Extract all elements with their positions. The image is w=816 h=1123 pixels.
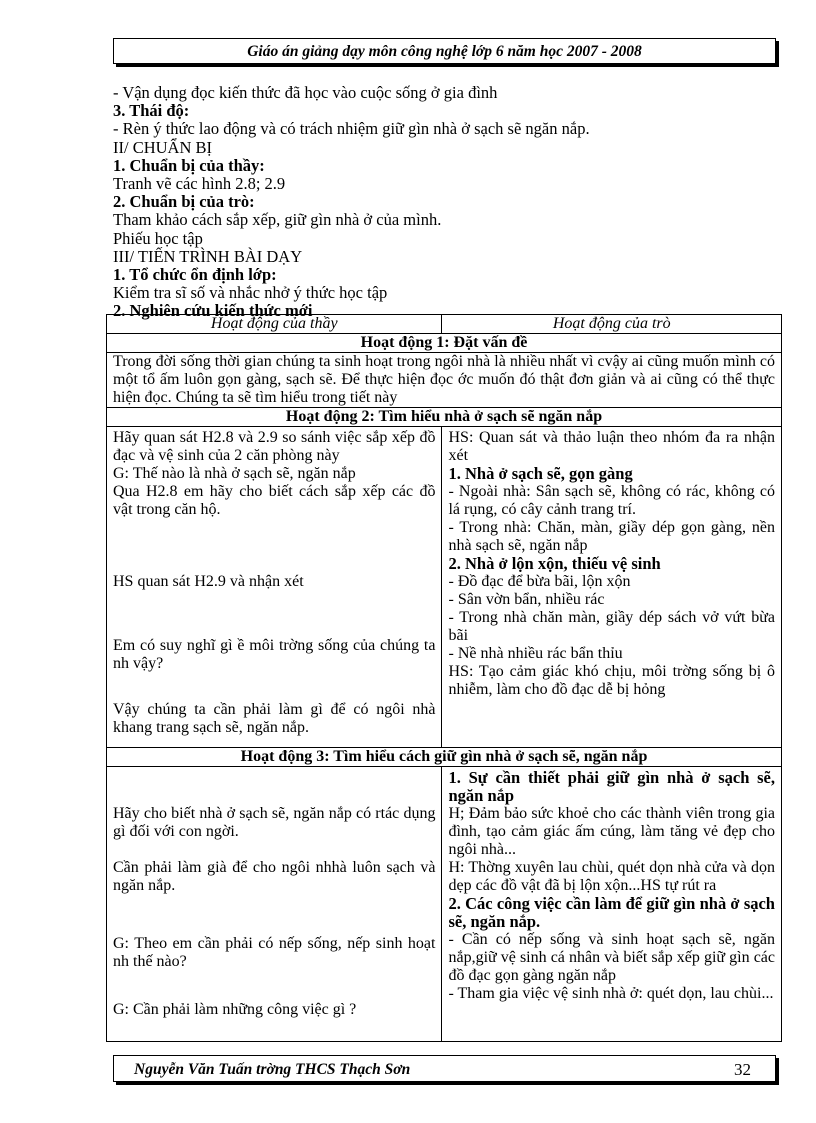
table-header-row <box>107 315 782 334</box>
teacher-text: Hãy cho biết nhà ở sạch sẽ, ngăn nắp có rtác dụng gì đối với con ngời. <box>113 805 436 840</box>
footer-author: Nguyễn Văn Tuấn trờng THCS Thạch Sơn <box>134 1061 411 1078</box>
header-title: Giáo án giảng dạy môn công nghệ lớp 6 năm học 2007 - 2008 <box>247 43 642 60</box>
intro-line: Tham khảo cách sắp xếp, giữ gìn nhà ở của mình. <box>113 210 442 230</box>
activity-3-row <box>107 767 782 1042</box>
activity-2-row <box>107 427 782 748</box>
activity-3-title-row <box>107 748 782 767</box>
intro-section <box>113 84 773 321</box>
teacher-text: G: Thế nào là nhà ở sạch sẽ, ngăn nắp <box>113 465 356 482</box>
intro-heading: 1. Chuẩn bị của thầy: <box>113 155 265 175</box>
intro-heading: 3. Thái độ: <box>113 101 190 121</box>
teacher-text: G: Theo em cần phải có nếp sống, nếp sinh hoạt nh thế nào? <box>113 935 436 970</box>
intro-heading: 2. Nghiên cứu kiến thức mới <box>113 301 313 321</box>
teacher-text: Em có suy nghĩ gì ề môi trờng sống của chúng ta nh vậy? <box>113 637 436 672</box>
col-header-student: Hoạt động của trò <box>442 315 782 334</box>
activity-3-student-cell <box>442 767 782 1042</box>
page-footer <box>113 1055 776 1082</box>
student-text: - Sân vờn bẩn, nhiều rác <box>448 591 605 608</box>
student-subheading: 2. Nhà ở lộn xộn, thiếu vệ sinh <box>448 554 661 573</box>
intro-line: Tranh vẽ các hình 2.8; 2.9 <box>113 174 286 194</box>
student-text: - Đồ đạc để bừa bãi, lộn xộn <box>448 573 631 590</box>
lesson-table <box>106 314 782 1042</box>
teacher-text: HS quan sát H2.9 và nhận xét <box>113 573 304 590</box>
activity-2-student-cell <box>442 427 782 748</box>
student-subheading: 2. Các công việc cần làm để giữ gìn nhà ở sạch sẽ, ngăn nắp. <box>448 894 775 931</box>
student-text: - Tham gia việc vệ sinh nhà ở: quét dọn, lau chùi... <box>448 985 774 1002</box>
intro-line: - Vận dụng đọc kiến thức đã học vào cuộc sống ở gia đình <box>113 83 498 102</box>
activity-3-title: Hoạt động 3: Tìm hiểu cách giữ gìn nhà ở sạch sẽ, ngăn nắp <box>107 748 782 767</box>
student-subheading: 1. Nhà ở sạch sẽ, gọn gàng <box>448 464 633 483</box>
teacher-text: G: Cần phải làm những công việc gì ? <box>113 1001 357 1018</box>
student-text: - Trong nhà chăn màn, giầy dép sách vở vứt bừa bãi <box>448 609 775 644</box>
activity-1-text: Trong đời sống thời gian chúng ta sinh hoạt trong ngôi nhà là nhiều nhất vì cvậy ai cũng muốn mình có một tổ ấm luôn gọn gàng, sạch sẽ. Để thực hiện đọc ớc muốn đó thật đơn giản và ai cũng có thể thực hiện đọc. Chúng ta sẽ tìm hiểu trong tiết này <box>107 353 782 408</box>
intro-line: Phiếu học tập <box>113 228 203 248</box>
page-header <box>113 38 776 64</box>
activity-2-title-row <box>107 408 782 427</box>
intro-heading: 1. Tổ chức ổn định lớp: <box>113 265 277 285</box>
student-text: H: Thờng xuyên lau chùi, quét dọn nhà cửa và dọn dẹp các đồ vật đã bị lộn xộn...HS tự rút ra <box>448 859 775 894</box>
intro-line: Kiểm tra sĩ số và nhắc nhở ý thức học tập <box>113 283 388 303</box>
student-text: H; Đảm bảo sức khoẻ cho các thành viên trong gia đình, tạo cảm giác ấm cúng, làm tăng vẻ đẹp cho ngôi nhà... <box>448 805 775 858</box>
activity-1-text-row <box>107 353 782 408</box>
teacher-text: Vậy chúng ta cần phải làm gì để có ngôi nhà khang trang sạch sẽ, ngăn nắp. <box>113 701 436 736</box>
activity-3-teacher-cell <box>107 767 442 1042</box>
teacher-text: Cần phải làm già để cho ngôi nhhà luôn sạch và ngăn nắp. <box>113 859 436 894</box>
intro-heading: 2. Chuẩn bị của trò: <box>113 192 255 212</box>
teacher-text: Hãy quan sát H2.8 và 2.9 so sánh việc sắp xếp đồ đạc và vệ sinh của 2 căn phòng này <box>113 429 436 464</box>
section-heading: III/ TIẾN TRÌNH BÀI DẠY <box>113 246 303 266</box>
student-text: - Trong nhà: Chăn, màn, giầy dép gọn gàng, nền nhà sạch sẽ, ngăn nắp <box>448 519 775 554</box>
teacher-text: Qua H2.8 em hãy cho biết cách sắp xếp các đồ vật trong căn hộ. <box>113 483 436 518</box>
section-heading: II/ CHUẨN BỊ <box>113 137 212 157</box>
student-subheading: 1. Sự cần thiết phải giữ gìn nhà ở sạch sẽ, ngăn nắp <box>448 768 775 805</box>
activity-1-title: Hoạt động 1: Đặt vấn đề <box>107 334 782 353</box>
intro-line: - Rèn ý thức lao động và có trách nhiệm giữ gìn nhà ở sạch sẽ ngăn nắp. <box>113 119 590 139</box>
col-header-teacher: Hoạt động của thầy <box>107 315 442 334</box>
activity-2-teacher-cell <box>107 427 442 748</box>
student-text: HS: Tạo cảm giác khó chịu, môi trờng sống bị ô nhiễm, làm cho đồ đạc dễ bị hỏng <box>448 663 775 698</box>
student-text: - Ngoài nhà: Sân sạch sẽ, không có rác, không có lá rụng, có cây cảnh trang trí. <box>448 483 775 518</box>
student-text: HS: Quan sát và thảo luận theo nhóm đa ra nhận xét <box>448 429 775 464</box>
page-number: 32 <box>734 1060 751 1079</box>
student-text: - Cần có nếp sống và sinh hoạt sạch sẽ, ngăn nắp,giữ vệ sinh cá nhân và biết sắp xếp giữ gìn các đồ đạc gọn gàng ngăn nắp <box>448 931 775 984</box>
student-text: - Nề nhà nhiều rác bẩn thỉu <box>448 645 623 662</box>
activity-2-title: Hoạt động 2: Tìm hiểu nhà ở sạch sẽ ngăn nắp <box>107 408 782 427</box>
activity-1-title-row <box>107 334 782 353</box>
